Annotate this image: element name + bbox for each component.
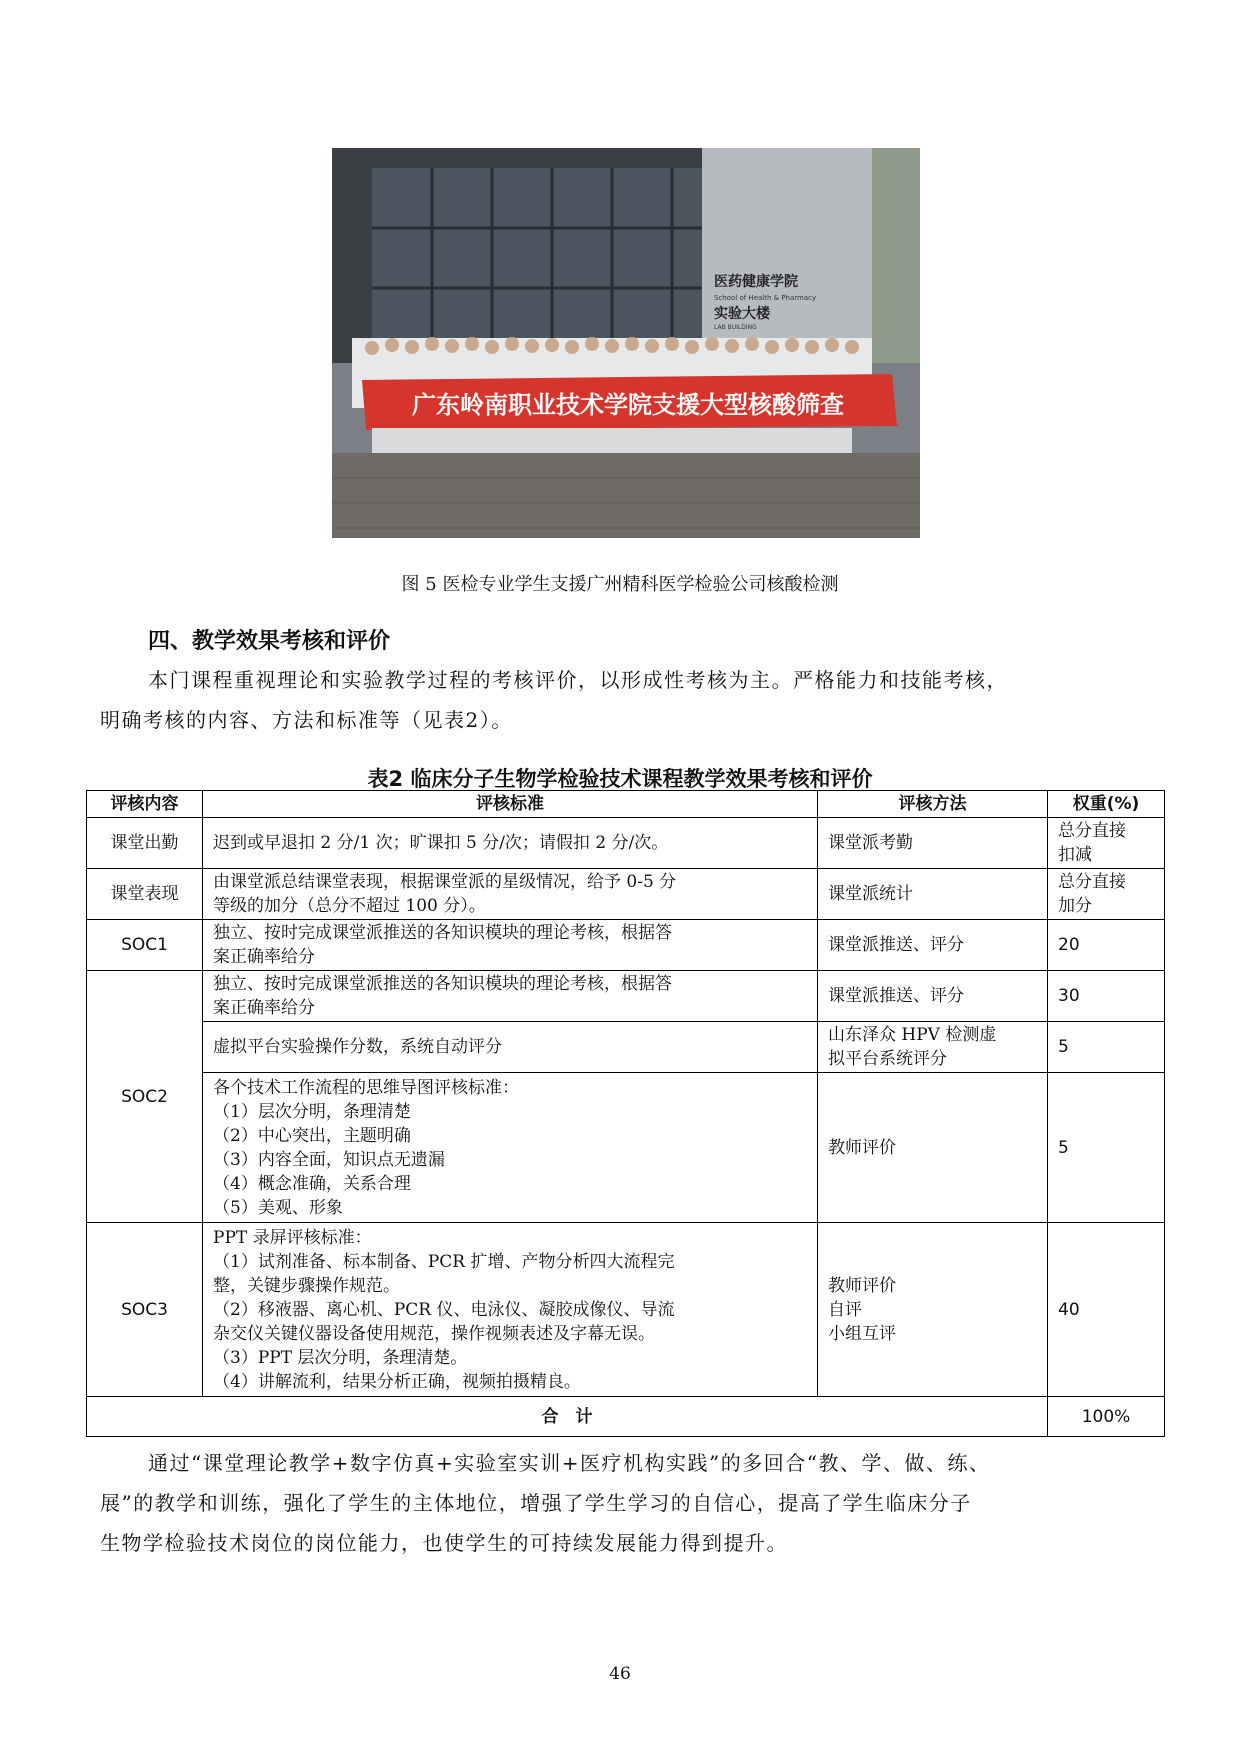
intro-line-1: 本门课程重视理论和实验教学过程的考核评价，以形成性考核为主。严格能力和技能考核， xyxy=(148,668,1008,692)
table-row-soc2-a xyxy=(87,971,1165,1022)
group-photo-illustration xyxy=(332,148,920,538)
cell-weight xyxy=(1048,869,1165,920)
cell-weight xyxy=(1048,818,1165,869)
cell-standard: 虚拟平台实验操作分数，系统自动评分 xyxy=(203,1022,818,1073)
building-sign-cn: 医药健康学院 xyxy=(714,274,798,290)
cell-content: 课堂表现 xyxy=(87,869,203,920)
cell-method: 课堂派考勤 xyxy=(818,818,1048,869)
intro-line-2: 明确考核的内容、方法和标准等（见表2）。 xyxy=(100,708,513,732)
table-caption: 表2 临床分子生物学检验技术课程教学效果考核和评价 xyxy=(367,767,873,791)
method-line: 自评 xyxy=(828,1299,862,1320)
cell-weight: 5 xyxy=(1048,1073,1165,1223)
standard-item: （4）概念准确，关系合理 xyxy=(213,1173,411,1194)
cell-standard xyxy=(203,1223,818,1397)
table-row-total xyxy=(87,1397,1165,1437)
standard-line: （4）讲解流利，结果分析正确，视频拍摄精良。 xyxy=(213,1371,581,1392)
standard-line: （2）移液器、离心机、PCR 仪、电泳仪、凝胶成像仪、导流 xyxy=(213,1299,675,1320)
method-line: 小组互评 xyxy=(828,1323,896,1344)
table-row-soc3 xyxy=(87,1223,1165,1397)
weight-line: 总分直接 xyxy=(1058,821,1126,841)
section-heading: 四、教学效果考核和评价 xyxy=(148,629,391,654)
group-photo xyxy=(332,148,920,538)
cell-standard: 迟到或早退扣 2 分/1 次；旷课扣 5 分/次；请假扣 2 分/次。 xyxy=(203,818,818,869)
cell-standard xyxy=(203,971,818,1022)
cell-method: 课堂派统计 xyxy=(818,869,1048,920)
weight-line: 扣减 xyxy=(1058,845,1092,865)
method-line: 山东泽众 HPV 检测虚 xyxy=(828,1025,997,1045)
header-standard: 评核标准 xyxy=(203,791,818,818)
closing-line-3: 生物学检验技术岗位的岗位能力，也使学生的可持续发展能力得到提升。 xyxy=(100,1531,788,1555)
standard-line: 案正确率给分 xyxy=(213,947,315,967)
page-number: 46 xyxy=(609,1664,631,1684)
cell-content: SOC1 xyxy=(87,920,203,971)
banner-text: 广东岭南职业技术学院支援大型核酸筛查 xyxy=(412,391,844,419)
cell-content: SOC2 xyxy=(87,971,203,1223)
standard-item: （3）内容全面，知识点无遗漏 xyxy=(213,1149,445,1170)
total-value: 100% xyxy=(1048,1397,1165,1437)
standard-line: （1）试剂准备、标本制备、PCR 扩增、产物分析四大流程完 xyxy=(213,1251,675,1272)
cell-standard xyxy=(203,920,818,971)
header-content: 评核内容 xyxy=(87,791,203,818)
cell-weight: 30 xyxy=(1048,971,1165,1022)
method-line: 拟平台系统评分 xyxy=(828,1049,947,1069)
standard-title: PPT 录屏评核标准： xyxy=(213,1227,372,1248)
standard-line: 由课堂派总结课堂表现，根据课堂派的星级情况，给予 0-5 分 xyxy=(213,872,677,892)
standard-line: 等级的加分（总分不超过 100 分）。 xyxy=(213,896,486,916)
cell-method xyxy=(818,1223,1048,1397)
standard-line: 整，关键步骤操作规范。 xyxy=(213,1275,400,1296)
standard-line: 独立、按时完成课堂派推送的各知识模块的理论考核，根据答 xyxy=(213,974,672,994)
cell-weight: 5 xyxy=(1048,1022,1165,1073)
cell-method: 教师评价 xyxy=(818,1073,1048,1223)
cell-standard xyxy=(203,869,818,920)
header-weight: 权重(%) xyxy=(1048,791,1165,818)
figure-caption: 图 5 医检专业学生支援广州精科医学检验公司核酸检测 xyxy=(401,574,839,595)
closing-line-2: 展”的教学和训练，强化了学生的主体地位，增强了学生学习的自信心，提高了学生临床分子 xyxy=(100,1491,972,1515)
standard-line: 案正确率给分 xyxy=(213,998,315,1018)
standard-item: （5）美观、形象 xyxy=(213,1197,343,1218)
standard-item: （2）中心突出，主题明确 xyxy=(213,1125,411,1146)
total-label: 合 计 xyxy=(87,1397,1048,1437)
header-method: 评核方法 xyxy=(818,791,1048,818)
building-sign-en: School of Health & Pharmacy xyxy=(714,294,817,302)
standard-item: （1）层次分明，条理清楚 xyxy=(213,1101,411,1122)
cell-content: SOC3 xyxy=(87,1223,203,1397)
standard-line: （3）PPT 层次分明，条理清楚。 xyxy=(213,1347,468,1368)
standard-line: 独立、按时完成课堂派推送的各知识模块的理论考核，根据答 xyxy=(213,923,672,943)
table-row-attendance xyxy=(87,818,1165,869)
cell-standard xyxy=(203,1073,818,1223)
evaluation-table xyxy=(86,790,1165,1437)
table-row-soc2-b xyxy=(87,1022,1165,1073)
table-row-soc2-c xyxy=(87,1073,1165,1223)
cell-weight: 20 xyxy=(1048,920,1165,971)
standard-line: 杂交仪关键仪器设备使用规范，操作视频表述及字幕无误。 xyxy=(213,1323,655,1344)
weight-line: 总分直接 xyxy=(1058,872,1126,892)
intro-paragraph xyxy=(100,660,1140,740)
cell-method: 课堂派推送、评分 xyxy=(818,971,1048,1022)
standard-title: 各个技术工作流程的思维导图评核标准： xyxy=(213,1077,519,1098)
method-line: 教师评价 xyxy=(828,1275,896,1296)
cell-method xyxy=(818,1022,1048,1073)
table-row-soc1 xyxy=(87,920,1165,971)
table-header-row xyxy=(87,791,1165,818)
closing-paragraph xyxy=(100,1443,1140,1563)
building-sign-sub: 实验大楼 xyxy=(714,306,770,322)
weight-line: 加分 xyxy=(1058,896,1092,916)
cell-method: 课堂派推送、评分 xyxy=(818,920,1048,971)
cell-content: 课堂出勤 xyxy=(87,818,203,869)
closing-line-1: 通过“课堂理论教学+数字仿真+实验室实训+医疗机构实践”的多回合“教、学、做、练、 xyxy=(148,1451,991,1475)
table-row-performance xyxy=(87,869,1165,920)
building-sign-en2: LAB BUILDING xyxy=(714,324,757,331)
cell-weight: 40 xyxy=(1048,1223,1165,1397)
